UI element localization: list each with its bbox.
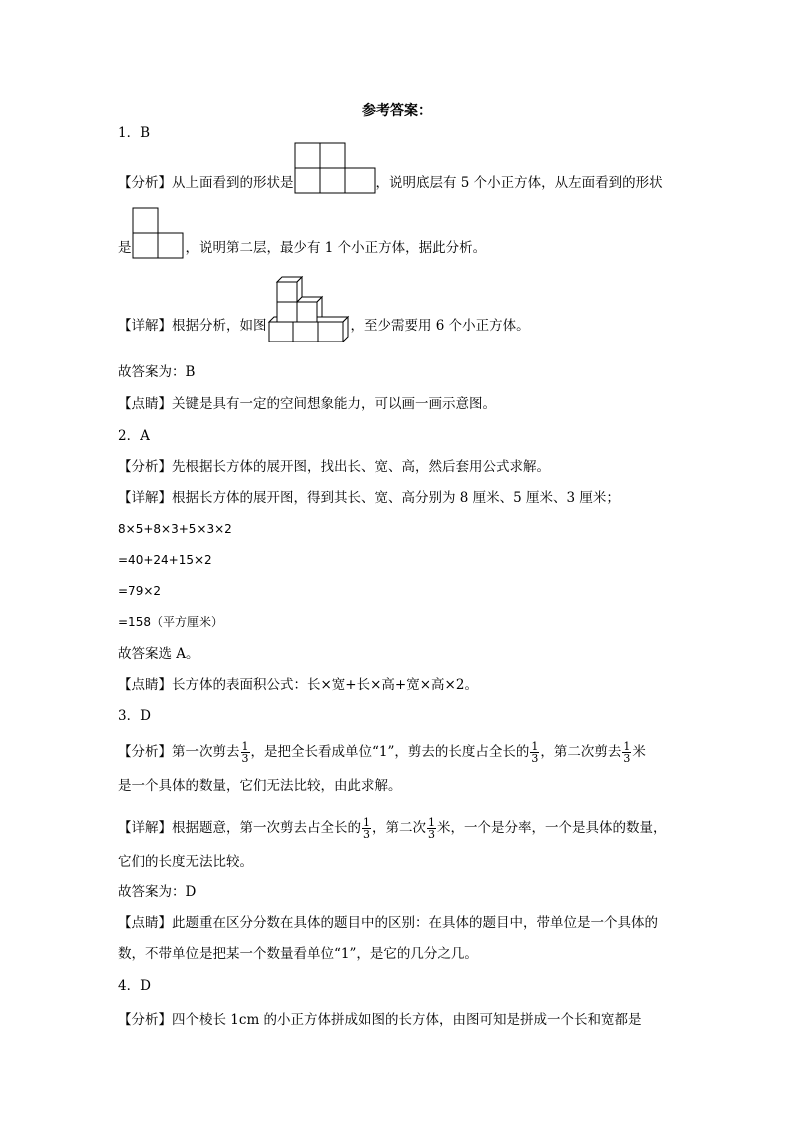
q1-detail-line <box>118 306 530 347</box>
fraction-numerator: 1 <box>241 740 249 753</box>
q3-detail-text-b: ，第二次 <box>372 820 426 836</box>
fraction-numerator: 1 <box>623 740 631 753</box>
q3-analysis-text-a: 【分析】第一次剪去 <box>118 744 240 760</box>
fraction-one-third <box>362 817 371 840</box>
q2-calc-2: =40+24+15×2 <box>118 553 212 567</box>
q3-analysis-line1 <box>118 741 646 764</box>
q1-analysis-line1 <box>118 168 663 199</box>
q3-comment-line1: 【点睛】此题重在区分分数在具体的题目中的区别：在具体的题目中，带单位是一个具体的 <box>118 915 658 931</box>
fraction-denominator: 3 <box>363 828 370 841</box>
fraction-one-third <box>530 741 539 764</box>
q2-comment: 【点睛】长方体的表面积公式：长×宽+长×高+宽×高×2。 <box>118 677 478 693</box>
q2-number: 2．A <box>118 428 150 444</box>
cube-stack-figure <box>267 276 351 347</box>
q3-analysis-text-c: ，第二次剪去 <box>540 744 622 760</box>
fraction-denominator: 3 <box>623 752 631 765</box>
q1-detail-text-a: 【详解】根据分析，如图 <box>118 318 267 334</box>
q1-comment: 【点睛】关键是具有一定的空间想象能力，可以画一画示意图。 <box>118 396 496 412</box>
fraction-denominator: 3 <box>241 752 249 765</box>
q4-number: 4．D <box>118 978 151 994</box>
fraction-numerator: 1 <box>428 816 435 829</box>
page-title: 参考答案： <box>362 103 432 119</box>
q1-analysis-text-b: ，说明底层有 5 个小正方体，从左面看到的形状 <box>375 175 663 191</box>
fraction-numerator: 1 <box>531 740 539 753</box>
fraction-denominator: 3 <box>531 752 539 765</box>
q1-detail-text-b: ，至少需要用 6 个小正方体。 <box>350 318 530 334</box>
q1-number: 1．B <box>118 125 151 141</box>
top-view-figure <box>294 142 376 199</box>
q3-comment-line2: 数，不带单位是把某一个数量看单位“1”，是它的几分之几。 <box>118 946 478 962</box>
q1-answer: 故答案为：B <box>118 364 196 380</box>
q2-analysis: 【分析】先根据长方体的展开图，找出长、宽、高，然后套用公式求解。 <box>118 459 550 475</box>
q3-number: 3．D <box>118 708 151 724</box>
fraction-one-third <box>427 817 436 840</box>
fraction-denominator: 3 <box>428 828 435 841</box>
fraction-one-third <box>622 741 631 764</box>
fraction-one-third <box>241 741 250 764</box>
q4-analysis: 【分析】四个棱长 1cm 的小正方体拼成如图的长方体，由图可知是拼成一个长和宽都是 <box>118 1012 642 1028</box>
q1-analysis-text-a: 【分析】从上面看到的形状是 <box>118 175 294 191</box>
q3-analysis-text-d: 米 <box>632 744 646 760</box>
left-view-figure <box>132 207 186 264</box>
q3-detail-text-a: 【详解】根据题意，第一次剪去占全长的 <box>118 820 361 836</box>
q3-detail-line2: 它们的长度无法比较。 <box>118 854 253 870</box>
q3-detail-text-c: 米，一个是分率，一个是具体的数量， <box>437 820 667 836</box>
q1-analysis-line2 <box>118 233 486 264</box>
q2-calc-4: =158（平方厘米） <box>118 615 223 629</box>
q2-calc-3: =79×2 <box>118 584 162 598</box>
q3-answer: 故答案为：D <box>118 884 197 900</box>
q2-calc-1: 8×5+8×3+5×3×2 <box>118 522 232 536</box>
q2-detail: 【详解】根据长方体的展开图，得到其长、宽、高分别为 8 厘米、5 厘米、3 厘米； <box>118 490 620 506</box>
q2-answer: 故答案选 A。 <box>118 646 200 662</box>
q3-analysis-text-b: ，是把全长看成单位“1”，剪去的长度占全长的 <box>250 744 530 760</box>
q3-detail-line1 <box>118 817 667 840</box>
q1-analysis-text-c: 是 <box>118 240 132 256</box>
q3-analysis-line2: 是一个具体的数量，它们无法比较，由此求解。 <box>118 778 402 794</box>
fraction-numerator: 1 <box>363 816 370 829</box>
q1-analysis-text-d: ，说明第二层，最少有 1 个小正方体，据此分析。 <box>185 240 487 256</box>
